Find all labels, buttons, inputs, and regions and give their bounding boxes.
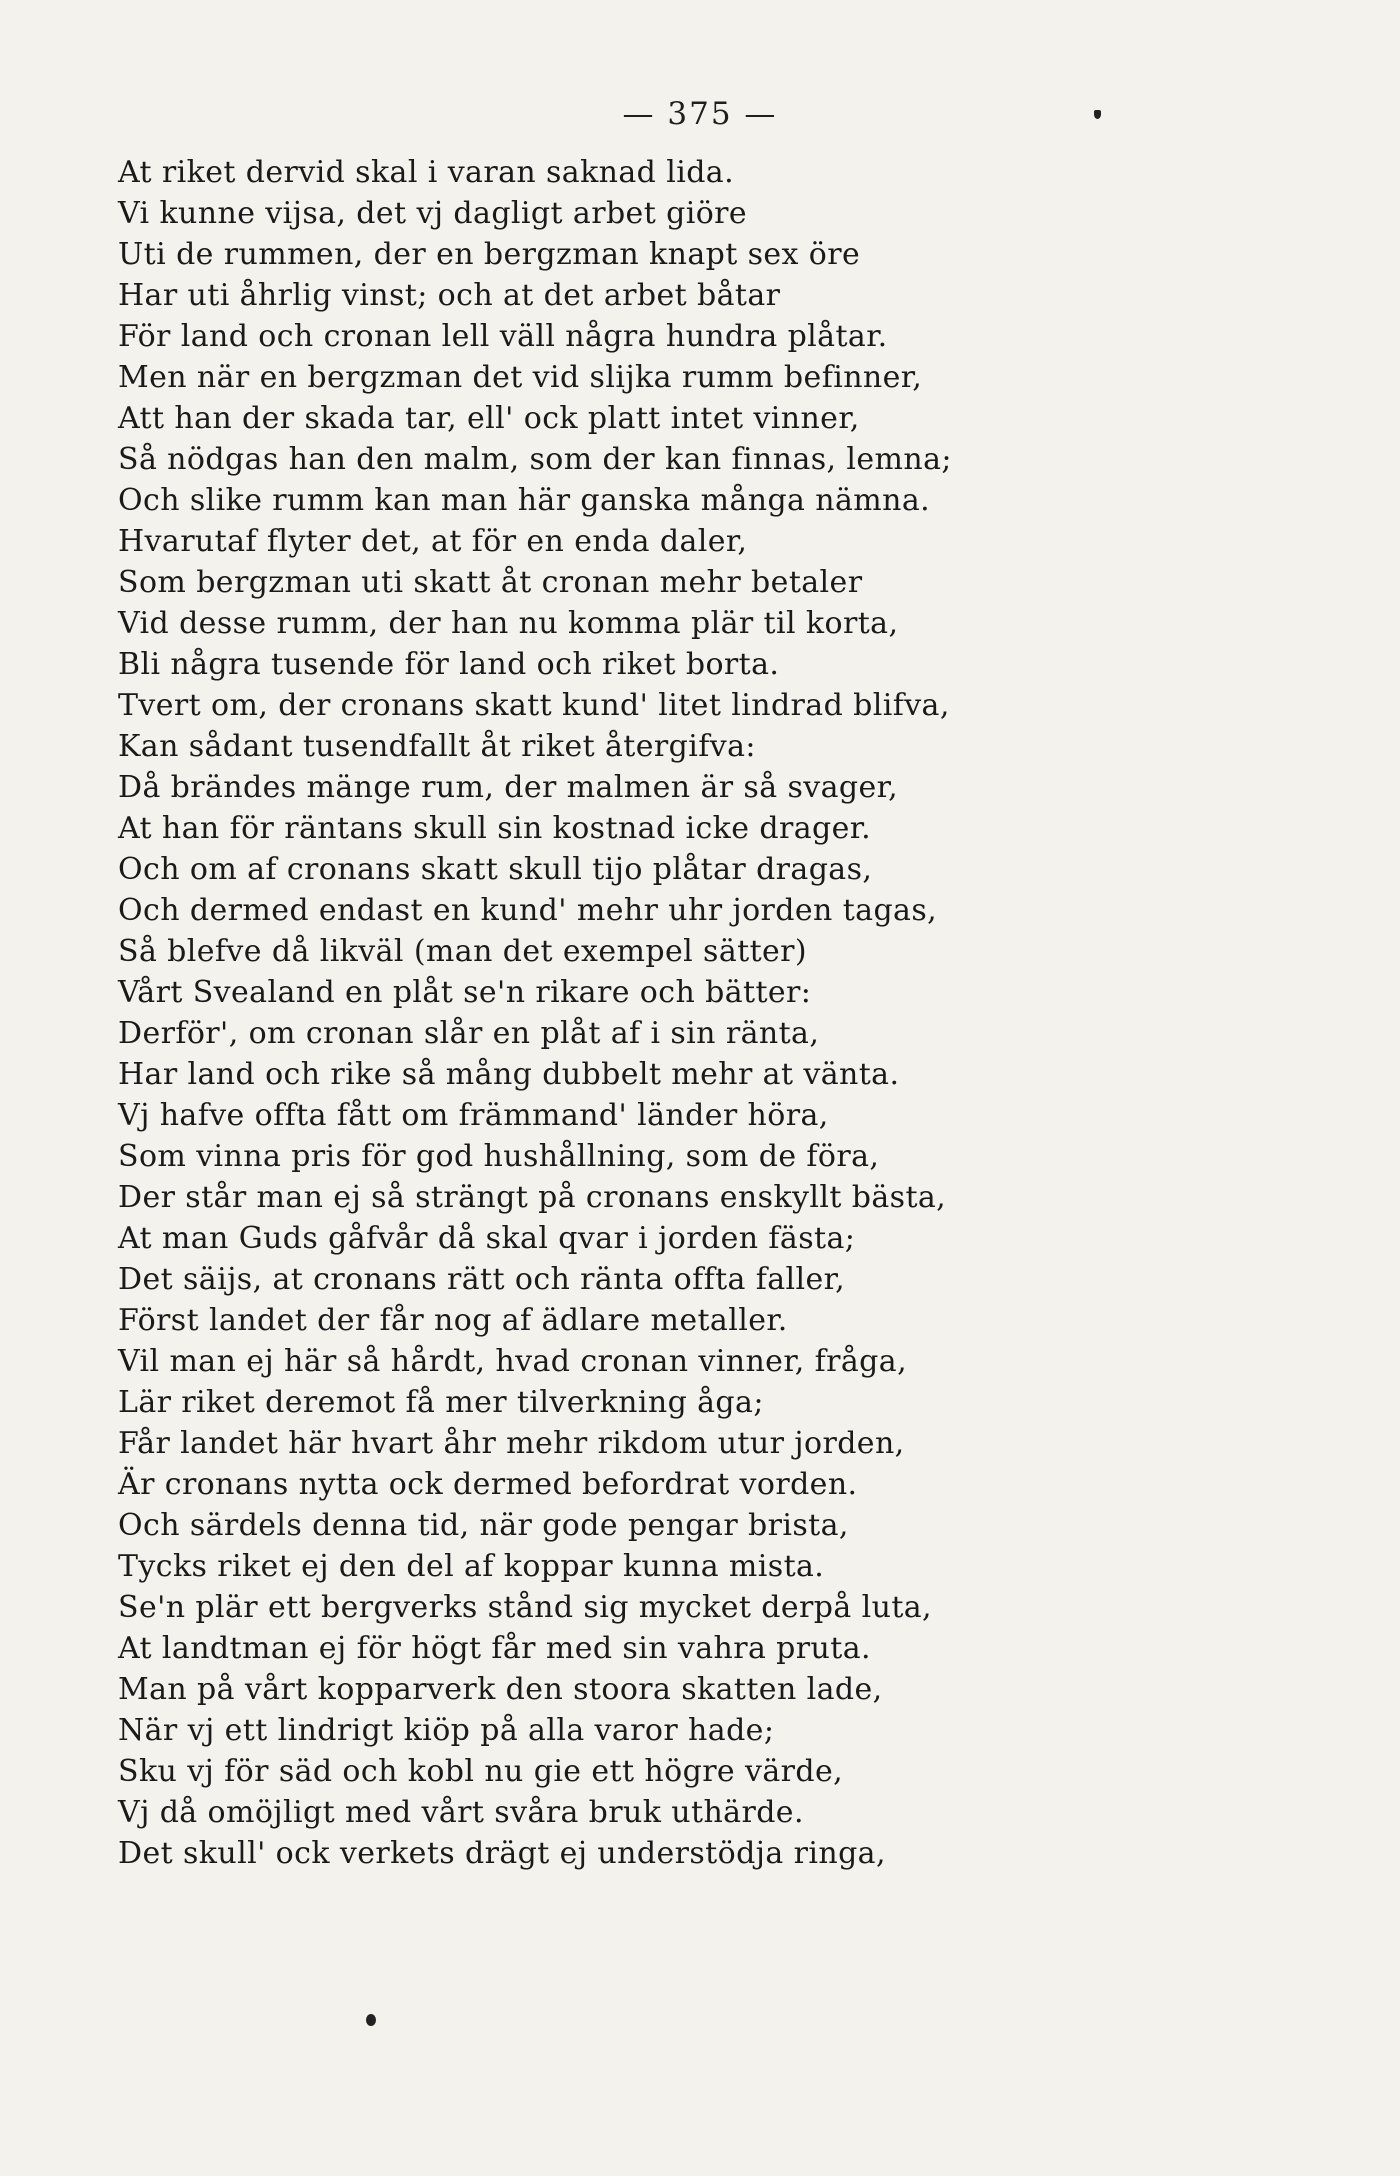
poem-line: Vi kunne vijsa, det vj dagligt arbet giöre — [118, 196, 748, 231]
poem-line: Och dermed endast en kund' mehr uhr jorden tagas, — [118, 893, 938, 928]
poem-line: Hvarutaf flyter det, at för en enda daler, — [118, 524, 748, 559]
poem-line: Se'n plär ett bergverks stånd sig mycket derpå luta, — [118, 1590, 932, 1625]
poem-line: Vil man ej här så hårdt, hvad cronan vinner, fråga, — [118, 1344, 908, 1379]
poem-line: När vj ett lindrigt kiöp på alla varor hade; — [118, 1713, 775, 1748]
poem-line: Det säijs, at cronans rätt och ränta offta faller, — [118, 1262, 846, 1297]
poem-line: Uti de rummen, der en bergzman knapt sex öre — [118, 237, 861, 272]
poem-line: Der står man ej så strängt på cronans enskyllt bästa, — [118, 1180, 947, 1215]
poem-line: Får landet här hvart åhr mehr rikdom utur jorden, — [118, 1426, 905, 1461]
poem-line: Då brändes mänge rum, der malmen är så svager, — [118, 770, 899, 805]
poem-line: Derför', om cronan slår en plåt af i sin ränta, — [118, 1016, 820, 1051]
poem-line: Vj då omöjligt med vårt svåra bruk uthärde. — [118, 1795, 804, 1830]
poem-line: At riket dervid skal i varan saknad lida. — [118, 155, 735, 190]
poem-line: Så blefve då likväl (man det exempel sätter) — [118, 934, 808, 969]
poem-line: Vid desse rumm, der han nu komma plär til korta, — [118, 606, 899, 641]
poem-line: Har uti åhrlig vinst; och at det arbet båtar — [118, 278, 781, 313]
poem-line: Som vinna pris för god hushållning, som de föra, — [118, 1139, 880, 1174]
poem-text — [118, 152, 1118, 1874]
poem-line: Och särdels denna tid, när gode pengar brista, — [118, 1508, 849, 1543]
poem-line: At landtman ej för högt får med sin vahra pruta. — [118, 1631, 871, 1666]
poem-line: Tvert om, der cronans skatt kund' litet lindrad blifva, — [118, 688, 950, 723]
poem-line: Först landet der får nog af ädlare metaller. — [118, 1303, 788, 1338]
poem-line: Sku vj för säd och kobl nu gie ett högre värde, — [118, 1754, 844, 1789]
ink-dot-bottom — [366, 2014, 376, 2026]
poem-line: Men när en bergzman det vid slijka rumm befinner, — [118, 360, 923, 395]
poem-line: Tycks riket ej den del af koppar kunna mista. — [118, 1549, 825, 1584]
poem-line: Lär riket deremot få mer tilverkning åga; — [118, 1385, 764, 1420]
poem-line: Vårt Svealand en plåt se'n rikare och bätter: — [118, 975, 812, 1010]
poem-line: Som bergzman uti skatt åt cronan mehr betaler — [118, 565, 863, 600]
poem-line: Har land och rike så mång dubbelt mehr at vänta. — [118, 1057, 900, 1092]
poem-line: Så nödgas han den malm, som der kan finnas, lemna; — [118, 442, 952, 477]
poem-line: Att han der skada tar, ell' ock platt intet vinner, — [118, 401, 860, 436]
poem-line: För land och cronan lell väll några hundra plåtar. — [118, 319, 888, 354]
poem-line: At man Guds gåfvår då skal qvar i jorden fästa; — [118, 1221, 856, 1256]
poem-line: Och om af cronans skatt skull tijo plåtar dragas, — [118, 852, 873, 887]
poem-line: Bli några tusende för land och riket borta. — [118, 647, 780, 682]
poem-line: Vj hafve offta fått om främmand' länder höra, — [118, 1098, 829, 1133]
poem-line: Det skull' ock verkets drägt ej understödja ringa, — [118, 1836, 886, 1871]
poem-line: Man på vårt kopparverk den stoora skatten lade, — [118, 1672, 883, 1707]
poem-line: At han för räntans skull sin kostnad icke drager. — [118, 811, 872, 846]
poem-line: Kan sådant tusendfallt åt riket återgifva: — [118, 729, 756, 764]
page-number: — 375 — — [622, 96, 778, 132]
poem-line: Är cronans nytta ock dermed befordrat vorden. — [118, 1467, 858, 1502]
poem-line: Och slike rumm kan man här ganska många nämna. — [118, 483, 931, 518]
